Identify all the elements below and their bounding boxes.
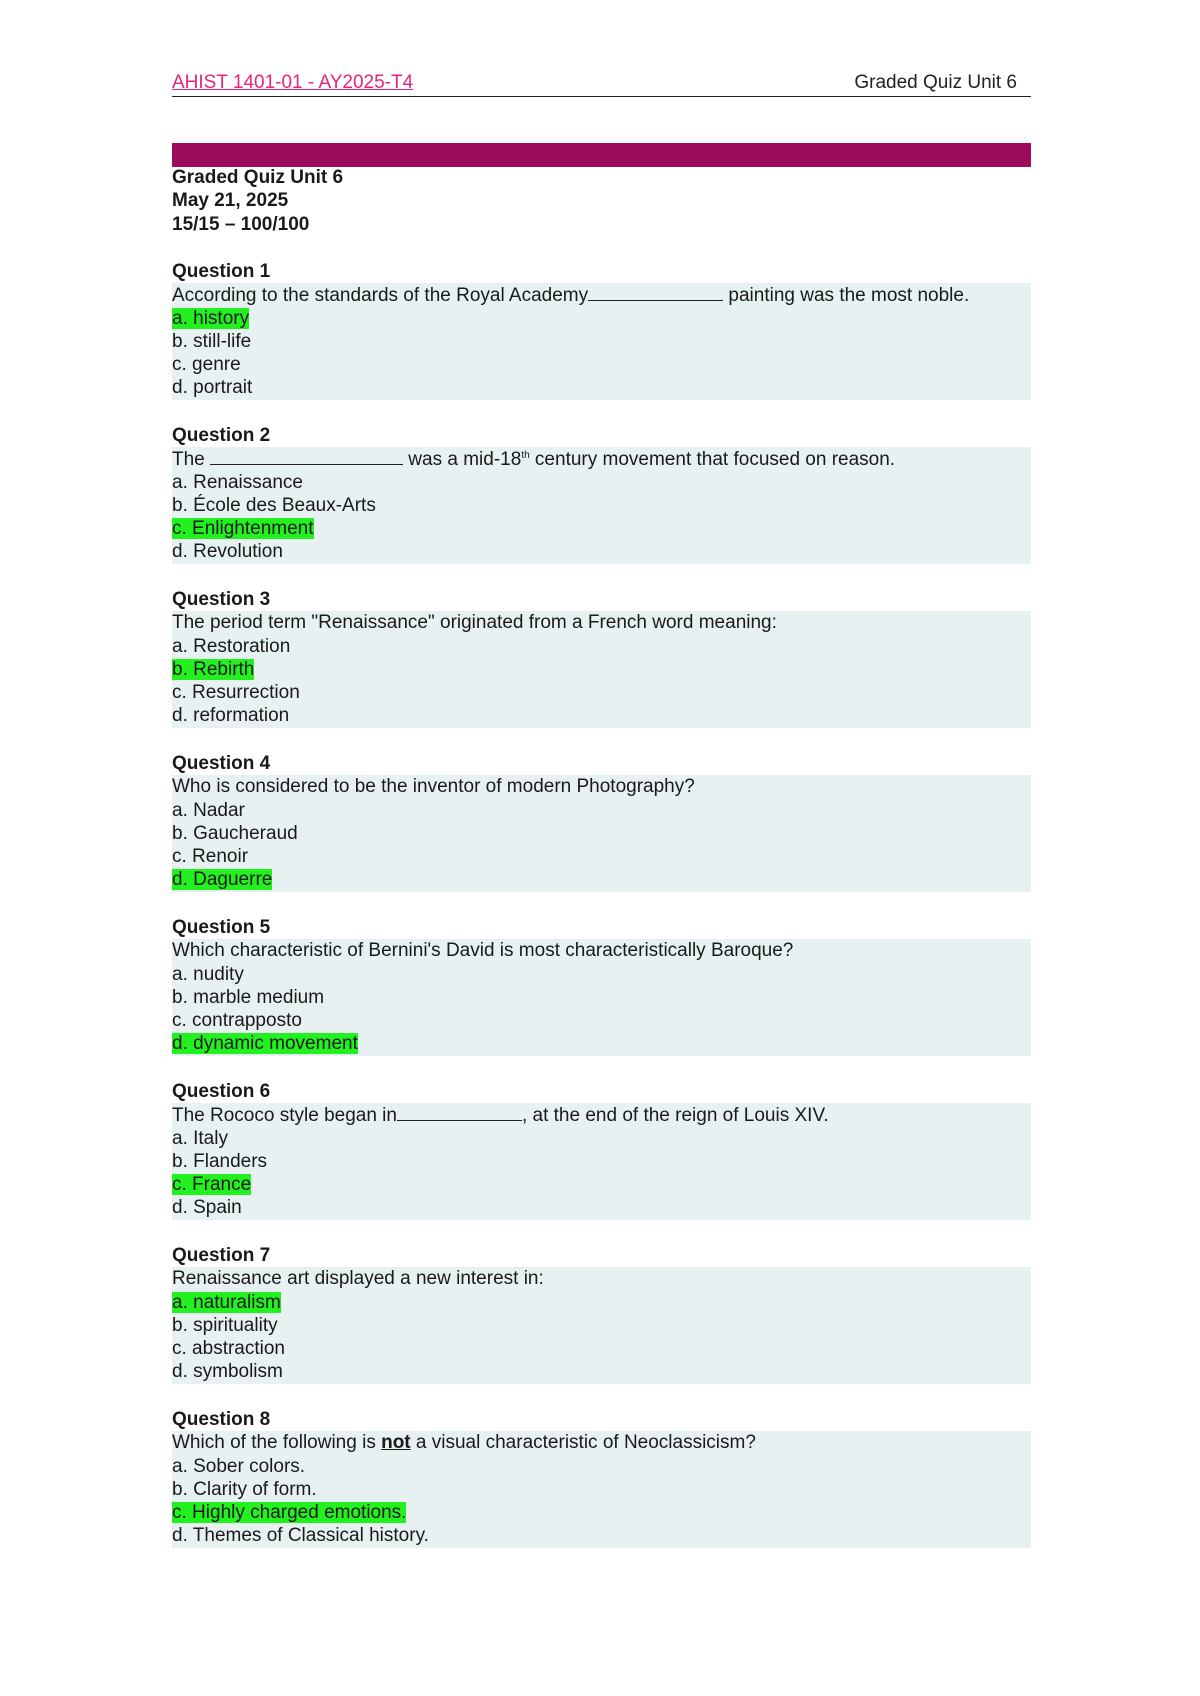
correct-answer: b. Rebirth	[172, 658, 255, 680]
question-2	[172, 424, 1031, 564]
question-title: Question 4	[172, 753, 271, 774]
answer-option-d: d. reformation	[172, 705, 290, 727]
accent-band	[172, 143, 1031, 167]
question-prompt: Which characteristic of Bernini's David is most characteristically Baroque?	[172, 940, 794, 962]
question-box	[172, 775, 1031, 891]
question-8	[172, 1408, 1031, 1548]
answer-option-b: b. marble medium	[172, 986, 325, 1008]
correct-answer: c. Enlightenment	[172, 518, 314, 540]
question-prompt	[172, 283, 1031, 306]
answer-option-c	[172, 1173, 1031, 1196]
question-4	[172, 752, 1031, 892]
correct-answer: a. naturalism	[172, 1291, 281, 1313]
question-box	[172, 1267, 1031, 1383]
answer-option-d: d. Revolution	[172, 541, 283, 563]
answer-option-a: a. Sober colors.	[172, 1455, 306, 1477]
answer-option-c: c. abstraction	[172, 1338, 285, 1360]
correct-answer: d. Daguerre	[172, 869, 273, 891]
question-title: Question 7	[172, 1245, 271, 1266]
question-title: Question 2	[172, 425, 271, 446]
emphasis-not: not	[381, 1432, 411, 1454]
answer-option-d: d. Spain	[172, 1197, 242, 1219]
question-prompt	[172, 1431, 1031, 1454]
answer-option-c: c. Resurrection	[172, 682, 300, 704]
prompt-text-middle: was a mid-18	[403, 449, 522, 471]
fill-in-blank	[210, 447, 403, 465]
question-6	[172, 1080, 1031, 1220]
quiz-date: May 21, 2025	[172, 190, 289, 212]
correct-answer: c. Highly charged emotions.	[172, 1502, 407, 1524]
prompt-text-end: , at the end of the reign of Louis XIV.	[521, 1105, 829, 1127]
answer-option-c: c. contrapposto	[172, 1010, 302, 1032]
answer-option-a: a. Restoration	[172, 635, 291, 657]
answer-option-c: c. Renoir	[172, 846, 249, 868]
prompt-text-end: century movement that focused on reason.	[529, 449, 896, 471]
quiz-title: Graded Quiz Unit 6	[172, 167, 344, 188]
answer-option-a: a. nudity	[172, 963, 244, 985]
answer-option-b: b. Clarity of form.	[172, 1478, 317, 1500]
prompt-text-end: a visual characteristic of Neoclassicism?	[410, 1432, 756, 1454]
answer-option-b	[172, 658, 1031, 681]
question-5	[172, 916, 1031, 1056]
answer-option-c	[172, 517, 1031, 540]
answer-option-a	[172, 307, 1031, 330]
answer-option-c: c. genre	[172, 354, 241, 376]
answer-option-d: d. portrait	[172, 377, 253, 399]
question-title: Question 5	[172, 917, 271, 938]
quiz-summary	[172, 166, 343, 236]
quiz-score: 15/15 – 100/100	[172, 213, 310, 235]
question-box	[172, 1103, 1031, 1219]
ordinal-superscript: th	[521, 450, 530, 462]
question-prompt	[172, 447, 1031, 470]
answer-option-d: d. Themes of Classical history.	[172, 1525, 429, 1547]
question-box	[172, 1431, 1031, 1547]
question-7	[172, 1244, 1031, 1384]
answer-option-c	[172, 1501, 1031, 1524]
answer-option-b: b. Flanders	[172, 1150, 268, 1172]
answer-option-a: a. Nadar	[172, 799, 245, 821]
answer-option-a: a. Renaissance	[172, 471, 303, 493]
question-1	[172, 260, 1031, 400]
question-title: Question 8	[172, 1409, 271, 1430]
prompt-text-end: painting was the most noble.	[723, 285, 970, 307]
question-box	[172, 447, 1031, 563]
question-3	[172, 588, 1031, 728]
answer-option-d	[172, 1032, 1031, 1055]
answer-option-b: b. spirituality	[172, 1314, 278, 1336]
answer-option-a	[172, 1291, 1031, 1314]
answer-option-b: b. still-life	[172, 330, 252, 352]
answer-option-d: d. symbolism	[172, 1361, 283, 1383]
correct-answer: c. France	[172, 1174, 252, 1196]
question-title: Question 1	[172, 261, 271, 282]
question-prompt	[172, 1103, 1031, 1126]
correct-answer: d. dynamic movement	[172, 1033, 358, 1055]
answer-option-d	[172, 868, 1031, 891]
header-unit-title: Graded Quiz Unit 6	[854, 72, 1017, 93]
fill-in-blank	[397, 1103, 522, 1121]
page-header	[172, 70, 1031, 97]
prompt-text-start: The	[172, 449, 211, 471]
question-title: Question 6	[172, 1081, 271, 1102]
question-box	[172, 939, 1031, 1055]
question-title: Question 3	[172, 589, 271, 610]
answer-option-a: a. Italy	[172, 1127, 228, 1149]
correct-answer: a. history	[172, 307, 250, 329]
answer-option-b: b. Gaucheraud	[172, 822, 298, 844]
prompt-text-start: The Rococo style began in	[172, 1105, 397, 1127]
prompt-text-start: According to the standards of the Royal Academy	[172, 285, 589, 307]
question-prompt: The period term "Renaissance" originated from a French word meaning:	[172, 612, 777, 634]
question-box	[172, 611, 1031, 727]
question-box	[172, 283, 1031, 399]
question-prompt: Who is considered to be the inventor of modern Photography?	[172, 776, 695, 798]
question-prompt: Renaissance art displayed a new interest in:	[172, 1268, 544, 1290]
fill-in-blank	[588, 283, 723, 301]
answer-option-b: b. École des Beaux-Arts	[172, 494, 376, 516]
prompt-text-start: Which of the following is	[172, 1432, 382, 1454]
course-link[interactable]: AHIST 1401-01 - AY2025-T4	[172, 72, 414, 93]
